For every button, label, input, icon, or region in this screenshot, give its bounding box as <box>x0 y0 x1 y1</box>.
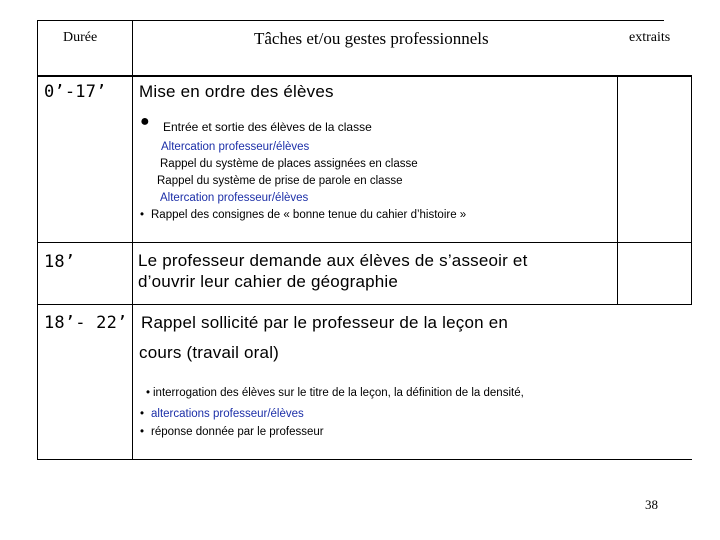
row1-item: Rappel du système de places assignées en classe <box>160 158 418 170</box>
col2-divider <box>617 75 618 305</box>
page-number: 38 <box>645 497 658 512</box>
header-duree: Durée <box>63 30 98 45</box>
col1-divider <box>132 20 133 460</box>
row1-time: 0’-17’ <box>44 82 107 102</box>
row3-item: interrogation des élèves sur le titre de la leçon, la définition de la densité, <box>153 387 524 399</box>
row1-item: Rappel des consignes de « bonne tenue du cahier d’histoire » <box>151 209 467 221</box>
row2-title-line1: Le professeur demande aux élèves de s’asseoir et <box>138 251 528 270</box>
row3-title-line1: Rappel sollicité par le professeur de la leçon en <box>141 313 509 332</box>
bullet-icon: • <box>140 209 145 221</box>
row3-item: altercations professeur/élèves <box>151 408 304 420</box>
row1-item: Entrée et sortie des élèves de la classe <box>163 120 372 134</box>
header-bottom-border <box>37 75 692 77</box>
header-taches: Tâches et/ou gestes professionnels <box>254 29 489 48</box>
row1-bottom-border <box>37 242 692 243</box>
row2-time: 18’ <box>44 252 76 272</box>
row1-item: Altercation professeur/élèves <box>161 141 310 153</box>
bullet-icon: • <box>146 387 151 399</box>
table-bottom-border <box>37 459 692 460</box>
bullet-icon: • <box>140 426 145 438</box>
table-right-border <box>691 75 692 305</box>
table-left-border <box>37 20 38 460</box>
row3-time: 18’- 22’ <box>44 313 128 333</box>
row1-item: Altercation professeur/élèves <box>160 192 309 204</box>
header-extraits: extraits <box>629 30 671 45</box>
bullet-icon: ● <box>140 113 150 130</box>
bullet-icon: • <box>140 408 145 420</box>
row1-title: Mise en ordre des élèves <box>139 82 334 101</box>
row2-title-line2: d’ouvrir leur cahier de géographie <box>138 272 399 291</box>
row3-item: réponse donnée par le professeur <box>151 426 324 438</box>
row1-item: Rappel du système de prise de parole en classe <box>157 175 403 187</box>
row2-bottom-border <box>37 304 692 305</box>
row3-title-line2: cours (travail oral) <box>139 343 280 362</box>
